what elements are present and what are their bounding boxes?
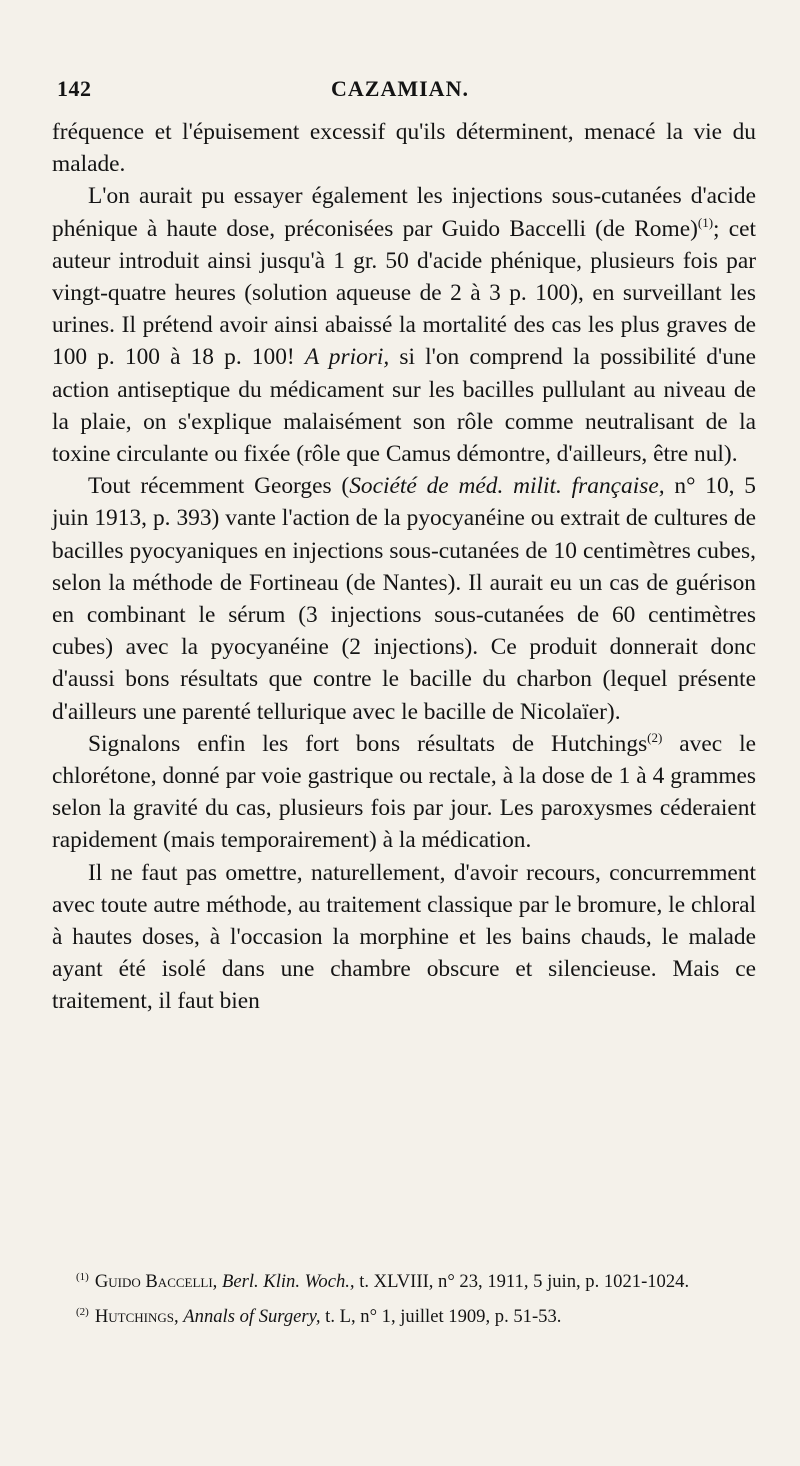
paragraph-2-text-a: L'on aurait pu essayer également les injections sous-cutanées d'acide phénique à haute dose, préconisées par Guido Baccelli (de Rome) bbox=[52, 183, 756, 242]
footnote-1-journal: Berl. Klin. Woch., bbox=[222, 1271, 355, 1293]
footnote-ref-2: (2) bbox=[647, 730, 663, 746]
paragraph-3-text-a: Tout récemment Georges ( bbox=[88, 473, 350, 500]
running-head: CAZAMIAN. bbox=[331, 76, 469, 101]
page-number: 142 bbox=[57, 76, 92, 101]
paragraph-1: fréquence et l'épuisement excessif qu'ils déterminent, menacé la vie du malade. bbox=[52, 119, 756, 178]
footnote-1-rest: t. XLVIII, n° 23, 1911, 5 juin, p. 1021-1024. bbox=[354, 1271, 690, 1293]
footnote-ref-1: (1) bbox=[697, 214, 714, 230]
page-header bbox=[57, 76, 743, 104]
footnote-2-mark: (2) bbox=[76, 1306, 89, 1319]
paragraph-4 bbox=[52, 728, 756, 857]
footnote-2-journal: Annals of Surgery, bbox=[183, 1306, 321, 1328]
paragraph-4-text-b: avec le chlorétone, donné par voie gastrique ou rectale, à la dose de 1 à 4 grammes selon la gravité du cas, plusieurs fois par jour. Les paroxysmes céderaient rapidement (mais temporairement) à la médication. bbox=[52, 730, 756, 854]
body-text bbox=[52, 116, 756, 1018]
footnote-2-author: Hutchings, bbox=[94, 1306, 179, 1328]
paragraph-4-text-a: Signalons enfin les fort bons résultats de Hutchings bbox=[88, 730, 648, 757]
footnote-1 bbox=[52, 1262, 756, 1297]
footnote-1-mark: (1) bbox=[76, 1271, 89, 1283]
footnote-2 bbox=[52, 1297, 756, 1332]
paragraph-3-italic: Société de méd. milit. française, bbox=[349, 473, 665, 500]
footnote-1-author: Guido Baccelli, bbox=[94, 1271, 218, 1293]
paragraph-2 bbox=[52, 180, 756, 470]
paragraph-3-text-b: n° 10, 5 juin 1913, p. 393) vante l'action de la pyocyanéine ou extrait de cultures de bacilles pyocyaniques en injections sous-cutanées de 10 centimètres cubes, selon la méthode de Fortineau (de Nantes). Il aurait eu un cas de guérison en combinant le sérum (3 injections sous-cutanées de 60 centimètres cubes) avec la pyocyanéine (2 injections). Ce produit donnerait donc d'aussi bons résultats que contre le bacille du charbon (lequel présente d'ailleurs une parenté tellurique avec le bacille de Nicolaïer). bbox=[52, 473, 757, 725]
paragraph-5: Il ne faut pas omettre, naturellement, d'avoir recours, concurremment avec toute autre méthode, au traitement classique par le bromure, le chloral à hautes doses, à l'occasion la morphine et les bains chauds, le malade ayant été isolé dans une chambre obscure et silencieuse. Mais ce traitement, il faut bien bbox=[52, 859, 756, 1015]
paragraph-2-text-c: si l'on comprend la possibilité d'une action antiseptique du médicament sur les bacilles pullulant au niveau de la plaie, on s'explique malaisément son rôle comme neutralisant de la toxine circulante ou fixée (rôle que Camus démontre, d'ailleurs, être nul). bbox=[52, 344, 756, 468]
footnote-2-rest: t. L, n° 1, juillet 1909, p. 51-53. bbox=[320, 1306, 562, 1328]
paragraph-2-text-b: ; cet auteur introduit ainsi jusqu'à 1 gr. 50 d'acide phénique, plusieurs fois par vingt-quatre heures (solution aqueuse de 2 à 3 p. 100), en surveillant les urines. Il prétend avoir ainsi abaissé la mortalité des cas les plus graves de 100 p. 100 à 18 p. 100! bbox=[52, 215, 757, 371]
paragraph-3 bbox=[52, 470, 756, 728]
paragraph-2-italic: A priori, bbox=[304, 344, 390, 371]
footnotes bbox=[52, 1262, 756, 1332]
